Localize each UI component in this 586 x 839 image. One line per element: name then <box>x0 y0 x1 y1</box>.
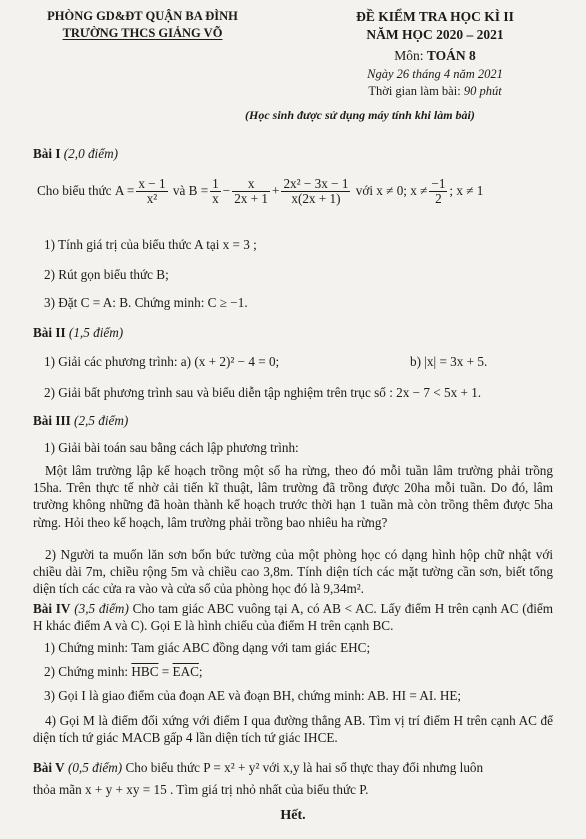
b-fraction-1 <box>210 177 221 206</box>
section-1-question-3: 3) Đặt C = A: B. Chứng minh: C ≥ −1. <box>44 295 248 310</box>
and-text: và <box>172 183 186 198</box>
b-f1-denominator: x <box>212 190 219 206</box>
q2-equals: = <box>161 664 170 679</box>
plus-sign: + <box>272 183 280 198</box>
section-5-line-1 <box>33 760 483 776</box>
section-4-points: (3,5 điểm) <box>74 601 129 616</box>
q2-end: ; <box>198 664 203 679</box>
section-5-title: Bài V <box>33 760 65 775</box>
subject-name: TOÁN 8 <box>426 48 476 63</box>
subject-label: Môn: <box>394 48 424 63</box>
section-5-points: (0,5 điểm) <box>67 760 123 775</box>
end-marker: Hết. <box>280 808 306 823</box>
time-label: Thời gian làm bài: <box>368 84 461 98</box>
section-2-heading <box>33 325 123 341</box>
section-1-title: Bài I <box>33 146 61 161</box>
section-4-title: Bài IV <box>33 601 71 616</box>
a-lhs: A = <box>114 183 135 198</box>
section-4-question-2 <box>44 664 203 680</box>
section-5-text-1: Cho biểu thức P = x² + y² với x,y là hai số thực thay đổi nhưng luôn <box>125 760 484 775</box>
a-fraction <box>136 177 167 206</box>
section-1-question-2: 2) Rút gọn biểu thức B; <box>44 267 169 282</box>
a-numerator: x − 1 <box>138 175 166 191</box>
time-line <box>300 84 570 99</box>
school-name-text: TRƯỜNG THCS GIẢNG VÕ <box>62 26 223 40</box>
section-1-question-1: 1) Tính giá trị của biểu thức A tại x = 3 ; <box>44 237 257 252</box>
b-f1-numerator: 1 <box>212 175 219 191</box>
exam-title: ĐỀ KIỂM TRA HỌC KÌ II <box>356 9 514 24</box>
section-4-question-4: 4) Gọi M là điểm đối xứng với điểm I qua đường thẳng AB. Tìm vị trí điểm H trên cạnh AC để diện tích tứ giác MACB gấp 4 lần diện tích tứ giác IHCE. <box>33 713 553 746</box>
section-2-question-2: 2) Giải bất phương trình sau và biểu diễn tập nghiệm trên trục số : 2x − 7 < 5x + 1. <box>44 385 482 400</box>
section-3-points: (2,5 điểm) <box>74 413 129 428</box>
section-4-question-3: 3) Gọi I là giao điểm của đoạn AE và đoạn BH, chứng minh: AB. HI = AI. HE; <box>44 688 462 703</box>
condition-2: ; x ≠ 1 <box>449 183 484 198</box>
angle-eac: $\overline{EAC}$ <box>172 664 199 679</box>
section-4-question-1: 1) Chứng minh: Tam giác ABC đồng dạng với tam giác EHC; <box>44 640 371 655</box>
department-name: PHÒNG GD&ĐT QUẬN BA ĐÌNH <box>47 9 238 23</box>
section-2-question-1b: b) |x| = 3x + 5. <box>410 354 488 369</box>
subject-line <box>300 48 570 63</box>
condition-fraction <box>429 177 447 206</box>
section-2-title: Bài II <box>33 325 66 340</box>
a-denominator: x² <box>146 190 158 206</box>
angle-hbc: $\overline{HBC}$ <box>131 664 159 679</box>
calculator-note: (Học sinh được sử dụng máy tính khi làm bài) <box>245 108 475 122</box>
q2-prefix: 2) Chứng minh: <box>44 664 129 679</box>
section-1-points: (2,0 điểm) <box>63 146 118 161</box>
section-5-line-2: thỏa mãn x + y + xy = 15 . Tìm giá trị nhỏ nhất của biểu thức P. <box>33 782 369 797</box>
section-2-points: (1,5 điểm) <box>68 325 124 340</box>
b-f2-numerator: x <box>232 177 270 192</box>
intro-text: Cho biểu thức <box>37 183 112 198</box>
b-f3-numerator: 2x² − 3x − 1 <box>283 175 349 191</box>
section-3-question-2: 2) Người ta muốn lăn sơn bốn bức tường của một phòng học có dạng hình hộp chữ nhật với chiều dài 7m, chiều rộng 5m và chiều cao 3,8m. Tính diện tích các mặt tường cần sơn, biết tổng diện tích các cửa ra vào và cửa sổ của phòng học đó là 9,34m². <box>33 547 553 597</box>
section-4-intro <box>33 600 553 634</box>
condition-numerator: −1 <box>431 175 446 191</box>
school-name <box>0 25 285 41</box>
section-4-intro-text: Cho tam giác ABC vuông tại A, có AB < AC. Lấy điểm H trên cạnh AC (điểm H khác điểm A và C). Gọi E là hình chiếu của điểm H trên cạnh BC. <box>33 601 554 634</box>
b-f3-denominator: x(2x + 1) <box>291 190 341 206</box>
b-fraction-2 <box>232 177 270 206</box>
b-f2-denominator: 2x + 1 <box>234 190 269 206</box>
condition-1: x ≠ 0; x ≠ <box>376 183 428 198</box>
section-3-heading <box>33 413 128 429</box>
b-lhs: B = <box>188 183 209 198</box>
with-text: với <box>355 183 373 198</box>
exam-date: Ngày 26 tháng 4 năm 2021 <box>367 67 503 81</box>
minus-sign: − <box>222 183 231 198</box>
section-3-problem-text: Một lâm trường lập kế hoạch trồng một số ha rừng, theo đó mỗi tuần lâm trường phải trồng 15ha. Trên thực tế nhờ cải tiến kĩ thuật, lâm trường đã trồng được 20ha mỗi tuần. Do đó, lâm trường không những đã hoàn thành kế hoạch trước thời hạn 1 tuần mà còn trồng thêm được 5ha rừng. Hỏi theo kế hoạch, lâm trường phải trồng bao nhiêu ha rừng? <box>33 463 553 530</box>
section-3-question-1: 1) Giải bài toán sau bằng cách lập phương trình: <box>44 440 299 455</box>
section-1-heading <box>33 146 118 162</box>
school-year: NĂM HỌC 2020 – 2021 <box>366 27 504 42</box>
b-fraction-3 <box>281 177 350 206</box>
section-3-title: Bài III <box>33 413 71 428</box>
time-value: 90 phút <box>463 84 502 98</box>
section-2-question-1a: 1) Giải các phương trình: a) (x + 2)² − 4 = 0; <box>44 354 280 369</box>
expression-definition <box>37 176 483 206</box>
condition-denominator: 2 <box>435 190 442 206</box>
